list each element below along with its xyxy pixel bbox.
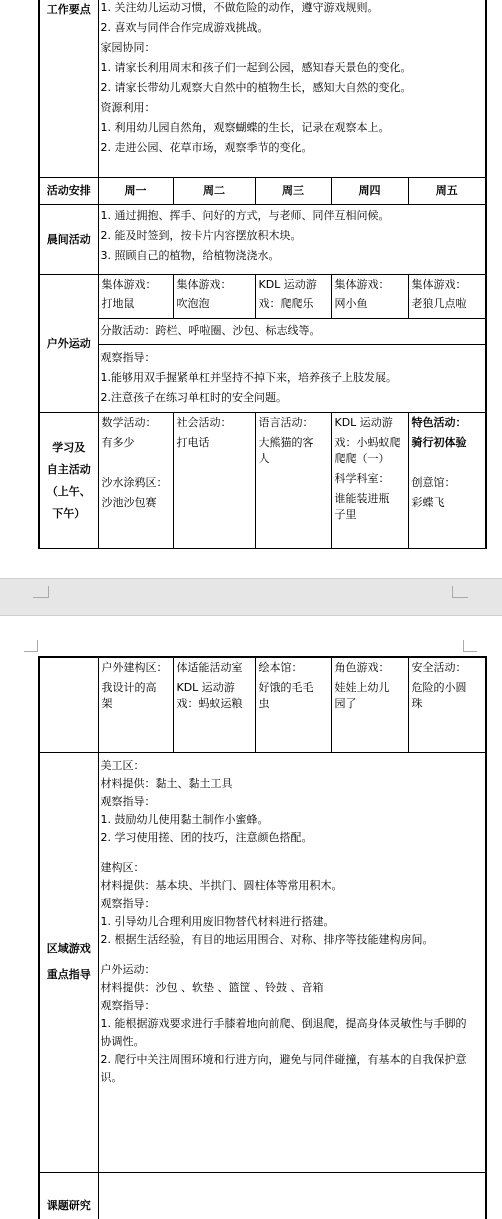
area-line: 1. 鼓励幼儿使用黏土制作小蜜蜂。 bbox=[100, 812, 269, 826]
study-thu-line: 谁能装进瓶 bbox=[334, 492, 390, 505]
area-label bbox=[39, 752, 98, 1172]
area-label-line: 重点指导 bbox=[46, 968, 91, 981]
outdoor-mon-type: 集体游戏： bbox=[101, 278, 157, 291]
outdoor-days-row bbox=[39, 275, 486, 319]
study-thu-line: 戏：小蚂蚁爬 bbox=[334, 436, 401, 449]
outdoor-tue-name: 吹泡泡 bbox=[176, 297, 210, 310]
outdoor-tue-type: 集体游戏： bbox=[176, 278, 232, 291]
study-thu bbox=[331, 413, 408, 549]
outdoor-observe-row bbox=[39, 345, 486, 413]
schedule-label: 活动安排 bbox=[39, 178, 98, 205]
work-line: 2. 走进公园、花草市场，观察季节的变化。 bbox=[100, 141, 313, 154]
study-continued-row bbox=[39, 657, 486, 752]
work-line: 1. 请家长利用周末和孩子们一起到公园，感知春天景色的变化。 bbox=[100, 61, 412, 74]
research-content bbox=[98, 1172, 486, 1219]
document-page-1 bbox=[0, 0, 502, 578]
day-header-tue: 周二 bbox=[173, 178, 255, 205]
study2-fri bbox=[408, 657, 486, 752]
outdoor-fri-type: 集体游戏： bbox=[411, 278, 467, 291]
study-mon-line: 有多少 bbox=[101, 436, 135, 449]
area-line: 观察指导： bbox=[100, 896, 156, 910]
study-thu-lab-prefix: 科学 bbox=[334, 472, 357, 485]
study2-tue-line: 体适能活动室 bbox=[176, 661, 243, 674]
area-row bbox=[39, 752, 486, 1172]
area-label-line: 区域游戏 bbox=[46, 942, 91, 955]
outdoor-fri bbox=[408, 275, 486, 319]
study2-mon-line: 我设计的高 bbox=[101, 681, 157, 694]
study-fri-line: 彩蝶飞 bbox=[411, 496, 445, 509]
day-header-fri: 周五 bbox=[408, 178, 486, 205]
study-wed-line: 语言活动： bbox=[258, 416, 314, 429]
study2-fri-line: 安全活动： bbox=[411, 661, 467, 674]
area-line: 建构区： bbox=[100, 860, 145, 874]
area-line: 2. 根据生活经验，有目的地运用围合、对称、排序等技能建构房间。 bbox=[100, 932, 434, 946]
study-fri-line: 创意馆： bbox=[411, 476, 456, 489]
outdoor-fri-name: 老狼几点啦 bbox=[411, 297, 467, 310]
area-line: 2. 爬行中关注周围环境和行进方向，避免与同伴碰撞，有基本的自我保护意 bbox=[100, 1052, 467, 1066]
study2-mon bbox=[98, 657, 173, 752]
work-line: 2. 喜欢与同伴合作完成游戏挑战。 bbox=[100, 21, 269, 34]
area-line: 识。 bbox=[100, 1070, 123, 1084]
study-label bbox=[39, 413, 98, 549]
study-wed-line: 人 bbox=[258, 452, 270, 465]
outdoor-mon-name: 打地鼠 bbox=[101, 297, 135, 310]
study2-thu-line: 园了 bbox=[334, 697, 357, 710]
study2-wed-line: 绘本馆： bbox=[258, 661, 303, 674]
study-tue-line: 社会活动： bbox=[176, 416, 232, 429]
study-fri-line: 特色活动： bbox=[411, 416, 467, 429]
morning-label: 晨间活动 bbox=[39, 205, 98, 275]
outdoor-thu-name: 网小鱼 bbox=[334, 297, 368, 310]
area-line: 观察指导： bbox=[100, 794, 156, 808]
study-thu-lab: 科室： bbox=[356, 472, 390, 485]
work-line: 1. 关注幼儿运动习惯，不做危险的动作，遵守游戏规则。 bbox=[100, 1, 379, 14]
area-line: 美工区： bbox=[100, 758, 145, 772]
study-thu-line: 爬爬（一） bbox=[334, 452, 390, 465]
area-line: 材料提供：基本块、半拱门、圆柱体等常用积木。 bbox=[100, 878, 343, 892]
study-continued-label bbox=[39, 657, 98, 752]
area-line: 2. 学习使用搓、团的技巧，注意颜色搭配。 bbox=[100, 830, 313, 844]
morning-line: 3. 照顾自己的植物，给植物浇浇水。 bbox=[100, 249, 280, 262]
study2-thu-line: 角色游戏： bbox=[334, 661, 390, 674]
work-line: 1. 利用幼儿园自然角，观察蝴蝶的生长，记录在观察本上。 bbox=[100, 121, 390, 134]
study2-mon-line: 户外建构区： bbox=[101, 661, 168, 674]
area-line: 材料提供：黏土、黏土工具 bbox=[100, 776, 233, 790]
study2-thu bbox=[331, 657, 408, 752]
area-line: 1. 能根据游戏要求进行手膝着地向前爬、倒退爬，提高身体灵敏性与手脚的 bbox=[100, 1016, 467, 1030]
outdoor-wed-name: 戏：爬爬乐 bbox=[258, 297, 314, 310]
weekly-plan-table-continued bbox=[38, 656, 487, 1219]
morning-content bbox=[98, 205, 486, 275]
area-line bbox=[99, 951, 486, 959]
study-label-line: 自主活动 bbox=[46, 462, 91, 476]
study2-wed-line: 虫 bbox=[258, 697, 270, 710]
outdoor-tue bbox=[173, 275, 255, 319]
area-content bbox=[98, 752, 486, 1172]
outdoor-mon bbox=[98, 275, 173, 319]
outdoor-thu-type: 集体游戏： bbox=[334, 278, 390, 291]
study-thu-line: KDL 运动游 bbox=[334, 416, 393, 429]
study-thu-line: 子里 bbox=[334, 508, 357, 521]
study-fri-line: 骑行初体验 bbox=[411, 436, 467, 449]
page-corner-mark bbox=[463, 640, 477, 652]
area-line: 材料提供：沙包 、软垫 、篮筐 、铃鼓 、音箱 bbox=[100, 980, 324, 994]
area-line: 户外运动： bbox=[100, 962, 156, 976]
area-line: 协调性。 bbox=[100, 1034, 145, 1048]
weekly-plan-table bbox=[38, 0, 487, 549]
outdoor-scattered-row bbox=[39, 319, 486, 345]
study-mon-line: 沙水涂鸦区： bbox=[101, 476, 168, 489]
study2-wed bbox=[255, 657, 331, 752]
outdoor-scattered bbox=[98, 319, 486, 345]
study-wed bbox=[255, 413, 331, 549]
morning-line: 2. 能及时签到，按卡片内容摆放积木块。 bbox=[100, 229, 302, 242]
study-thu-line bbox=[335, 472, 405, 486]
outdoor-scattered-text: 分散活动：跨栏、呼啦圈、沙包、标志线等。 bbox=[100, 324, 321, 337]
study2-mon-line: 架 bbox=[101, 697, 113, 710]
work-points-label: 工作要点 bbox=[39, 0, 98, 178]
outdoor-observe bbox=[98, 345, 486, 413]
work-line: 2. 请家长带幼儿观察大自然中的植物生长，感知大自然的变化。 bbox=[100, 81, 412, 94]
study-mon-line: 沙池沙包赛 bbox=[101, 496, 157, 509]
study2-wed-line: 好饿的毛毛 bbox=[258, 681, 314, 694]
study2-tue-line: 戏：蚂蚁运粮 bbox=[176, 697, 243, 710]
study2-fri-line: 危险的小圆 bbox=[411, 681, 467, 694]
study2-tue-line: KDL 运动游 bbox=[176, 681, 235, 694]
outdoor-observe-line: 2.注意孩子在练习单杠时的安全问题。 bbox=[100, 391, 287, 404]
study-tue-line: 打电话 bbox=[176, 436, 210, 449]
study-mon-line: 数学活动： bbox=[101, 416, 157, 429]
day-header-wed: 周三 bbox=[255, 178, 331, 205]
study2-tue bbox=[173, 657, 255, 752]
schedule-header-row bbox=[39, 178, 486, 205]
study-label-line: （上午、 bbox=[46, 484, 91, 498]
area-line bbox=[99, 849, 486, 857]
study2-thu-line: 娃娃上幼儿 bbox=[334, 681, 390, 694]
page-separator bbox=[0, 578, 502, 616]
page-corner-mark bbox=[452, 586, 468, 598]
day-header-thu: 周四 bbox=[331, 178, 408, 205]
work-points-content bbox=[98, 0, 486, 178]
study-mon bbox=[98, 413, 173, 549]
outdoor-thu bbox=[331, 275, 408, 319]
outdoor-wed bbox=[255, 275, 331, 319]
page-corner-mark bbox=[24, 640, 38, 652]
outdoor-label: 户外运动 bbox=[39, 275, 98, 413]
work-line: 资源利用： bbox=[100, 101, 156, 114]
work-points-row bbox=[39, 0, 486, 178]
study-label-line: 学习及 bbox=[52, 440, 86, 454]
study2-fri-line: 珠 bbox=[411, 697, 423, 710]
study-tue bbox=[173, 413, 255, 549]
research-label: 课题研究 bbox=[39, 1172, 98, 1219]
study-label-line: 下午） bbox=[52, 506, 86, 520]
outdoor-observe-line: 1.能够用双手握紧单杠并坚持不掉下来，培养孩子上肢发展。 bbox=[100, 371, 397, 384]
study-fri bbox=[408, 413, 486, 549]
outdoor-wed-type: KDL 运动游 bbox=[258, 278, 317, 291]
work-line: 家园协同： bbox=[100, 41, 156, 54]
page-corner-mark bbox=[33, 586, 49, 598]
area-line: 1. 引导幼儿合理利用废旧物替代材料进行搭建。 bbox=[100, 914, 335, 928]
morning-row bbox=[39, 205, 486, 275]
study-row bbox=[39, 413, 486, 549]
study-wed-line: 大熊猫的客 bbox=[258, 436, 314, 449]
area-line: 观察指导： bbox=[100, 998, 156, 1012]
day-header-mon: 周一 bbox=[98, 178, 173, 205]
morning-line: 1. 通过拥抱、挥手、问好的方式，与老师、同伴互相问候。 bbox=[100, 209, 390, 222]
research-row bbox=[39, 1172, 486, 1219]
outdoor-observe-line: 观察指导： bbox=[100, 351, 156, 364]
